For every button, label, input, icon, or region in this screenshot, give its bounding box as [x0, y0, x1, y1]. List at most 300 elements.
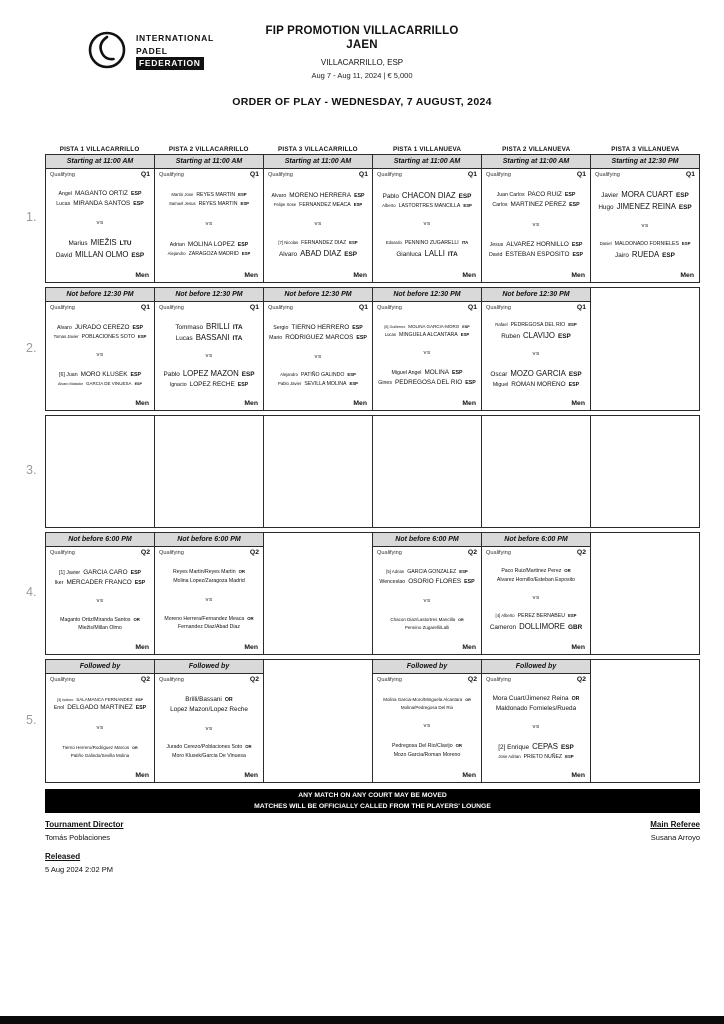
vs-label: VS [314, 354, 322, 360]
teams [157, 556, 261, 644]
match-body [155, 302, 263, 410]
team2 [266, 240, 370, 258]
country-code: GBR [568, 623, 583, 631]
player-firstname: David [488, 251, 503, 258]
player-firstname: Carlos [492, 202, 508, 209]
player-firstname: Gianluca [396, 250, 422, 258]
player-line [157, 696, 261, 704]
country-code: ESP [344, 250, 357, 258]
country-code: ESP [572, 251, 584, 258]
round-label: Qualifying [50, 549, 75, 556]
match-cell [482, 288, 591, 410]
player-name: MINGUELA ALCANTARA [399, 331, 458, 338]
gender-label: Men [571, 644, 585, 651]
player-firstname: Alvaro [56, 324, 72, 331]
player-name: GARCIA DE VINUESA [86, 381, 132, 387]
tournament-location: VILLACARRILLO, ESP [320, 57, 404, 67]
teams [375, 178, 479, 272]
player-name: Lopez Mazon/Lopez Reche [170, 705, 248, 713]
player-line [593, 190, 697, 200]
player-name: MOLINA [424, 369, 449, 377]
match-head [484, 549, 588, 556]
match-head [48, 304, 152, 311]
round-label: Qualifying [159, 549, 184, 556]
team2 [48, 371, 152, 387]
player-name: MERCADER FRANCO [66, 578, 132, 586]
player-name: MIEŽIS [90, 237, 117, 247]
empty-cell [264, 533, 373, 654]
player-line [375, 249, 479, 259]
match-body [591, 169, 699, 282]
player-name: GARCIA CARO [83, 568, 128, 576]
player-line [157, 624, 261, 631]
teams [48, 556, 152, 644]
player-firstname: Alvaro Matador [58, 382, 84, 387]
row-number: 4. [26, 585, 37, 599]
teams [484, 311, 588, 400]
empty-cell [591, 416, 700, 527]
player-line [266, 324, 370, 332]
team1 [48, 569, 152, 587]
round-label: Qualifying [268, 171, 293, 178]
match-body [373, 547, 481, 654]
player-name: JIMENEZ REINA [616, 202, 676, 212]
round-label: Qualifying [159, 676, 184, 683]
gender-label: Men [462, 644, 476, 651]
team1 [484, 322, 588, 340]
notice-banner [45, 789, 700, 813]
country-code: OR [245, 744, 252, 750]
teams [157, 311, 261, 400]
country-code: ESP [352, 324, 363, 331]
gender-label: Men [462, 400, 476, 407]
player-line [157, 241, 261, 249]
row-number: 3. [26, 463, 37, 477]
player-line [484, 622, 588, 632]
match-body [482, 302, 590, 410]
country-code: ESP [571, 241, 583, 248]
player-line [157, 616, 261, 623]
match-body [264, 302, 372, 410]
gender-label: Men [135, 400, 149, 407]
player-firstname: Lucas [175, 335, 193, 343]
empty-cell [373, 416, 482, 527]
teams [48, 683, 152, 772]
team1 [157, 192, 261, 207]
team1 [157, 322, 261, 344]
player-line [48, 569, 152, 577]
round-code: Q2 [249, 676, 259, 683]
country-code: ESP [131, 251, 145, 259]
player-name: Mozo Garcia/Roman Moreno [393, 751, 461, 758]
match-cell [373, 155, 482, 282]
order-of-play-title: ORDER OF PLAY - WEDNESDAY, 7 AUGUST, 2024 [232, 96, 492, 108]
player-line [375, 625, 479, 631]
player-firstname: Edoardo [385, 240, 402, 246]
player-name: PENNINO ZUGARELLI [404, 240, 459, 247]
schedule-row [45, 287, 700, 411]
player-name: BASSANI [195, 333, 230, 343]
round-code: Q1 [576, 304, 586, 311]
player-name: PEREZ BERNABEU [517, 613, 565, 620]
player-line [593, 241, 697, 248]
round-label: Qualifying [377, 549, 402, 556]
team1 [484, 568, 588, 583]
player-firstname: Daniel [599, 241, 612, 247]
player-line [375, 240, 479, 247]
team1 [157, 696, 261, 714]
match-head [375, 549, 479, 556]
player-firstname: Miguel Angel [391, 370, 422, 377]
match-head [484, 171, 588, 178]
footer-right [650, 820, 700, 842]
player-name: Molina/Pedregosa Del Rio [400, 704, 454, 710]
player-line [266, 192, 370, 200]
match-head [593, 171, 697, 178]
player-firstname: [1] Javier [58, 569, 81, 576]
logo-line-padel: PADEL [136, 45, 168, 56]
player-line [375, 752, 479, 759]
team2 [375, 743, 479, 758]
court-header-label: PISTA 2 VILLANUEVA [502, 146, 571, 153]
player-firstname: Alberto [382, 202, 396, 208]
player-name: Paco Ruiz/Martinez Perez [501, 568, 562, 575]
player-line [48, 625, 152, 632]
player-firstname: Ignacio [169, 382, 187, 389]
country-code: ESP [137, 333, 147, 339]
player-firstname: Wenceslao [379, 578, 406, 585]
teams [157, 178, 261, 272]
schedule-grid [45, 154, 700, 783]
teams [375, 311, 479, 400]
round-code: Q1 [140, 304, 150, 311]
round-label: Qualifying [486, 549, 511, 556]
team2 [484, 241, 588, 259]
country-code: ESP [568, 381, 580, 388]
team2 [48, 745, 152, 758]
player-firstname: Angel [58, 191, 72, 198]
team2 [484, 613, 588, 631]
player-line [48, 324, 152, 332]
gender-label: Men [353, 272, 367, 279]
teams [48, 311, 152, 400]
teams [484, 556, 588, 644]
player-line [375, 191, 479, 201]
country-code: OR [458, 618, 464, 623]
player-name: PATIÑO GALINDO [301, 372, 345, 379]
player-firstname: Marius [68, 239, 88, 247]
team1 [48, 190, 152, 208]
player-line [157, 753, 261, 760]
round-label: Qualifying [486, 304, 511, 311]
country-code: ESP [459, 569, 468, 575]
time-header: Not before 12:30 PM [373, 288, 481, 302]
round-code: Q2 [140, 676, 150, 683]
team1 [48, 697, 152, 713]
player-name: Maldonado Fornieles/Rueda [495, 704, 577, 712]
player-line [484, 742, 588, 752]
time-header: Followed by [373, 660, 481, 674]
vs-label: VS [96, 726, 104, 732]
match-cell [482, 155, 591, 282]
player-firstname: Rafael [495, 322, 508, 328]
team2 [157, 369, 261, 389]
player-line [48, 238, 152, 248]
player-line [48, 579, 152, 587]
player-name: MORO KLUSEK [80, 371, 128, 379]
team1 [484, 695, 588, 713]
match-body [155, 169, 263, 282]
player-name: OSORIO FLORES [408, 577, 462, 585]
empty-cell [591, 288, 700, 410]
country-code: ESP [130, 372, 141, 379]
time-header: Starting at 11:00 AM [46, 155, 154, 169]
team1 [593, 190, 697, 212]
teams [266, 311, 370, 400]
round-label: Qualifying [159, 304, 184, 311]
team2 [593, 241, 697, 259]
team1 [484, 191, 588, 209]
player-firstname: Martin Jose [171, 192, 194, 198]
round-code: Q1 [249, 171, 259, 178]
court-header-label: PISTA 3 VILLANUEVA [611, 146, 680, 153]
team1 [266, 192, 370, 209]
gender-label: Men [353, 400, 367, 407]
player-name: GARCIA GONZALEZ [407, 569, 457, 576]
player-name: Brilli/Bassani [185, 695, 222, 703]
match-cell [482, 660, 591, 782]
country-code: ESP [557, 332, 571, 340]
teams [266, 178, 370, 272]
match-body [373, 169, 481, 282]
player-name: MALDONADO FORNIELES [614, 241, 679, 248]
gender-label: Men [135, 272, 149, 279]
player-line [484, 577, 588, 584]
gender-label: Men [244, 644, 258, 651]
player-firstname: Adrian [169, 242, 185, 249]
player-firstname: Pablo [163, 371, 180, 379]
country-code: ESP [241, 251, 251, 257]
vs-label: VS [205, 597, 213, 603]
country-code: ESP [567, 613, 577, 619]
country-code: ESP [349, 240, 358, 245]
round-code: Q2 [576, 676, 586, 683]
round-code: Q1 [685, 171, 695, 178]
country-code: ESP [678, 204, 692, 212]
player-line [375, 324, 479, 330]
match-cell [46, 288, 155, 410]
vs-label: VS [96, 353, 104, 359]
country-code: ESP [349, 380, 358, 386]
notice-line-1: ANY MATCH ON ANY COURT MAY BE MOVED [298, 792, 447, 799]
player-firstname: Jose Adrian [498, 753, 521, 759]
match-cell [155, 288, 264, 410]
team2 [375, 369, 479, 387]
round-label: Qualifying [268, 304, 293, 311]
player-name: REYES MARTIN [198, 200, 238, 207]
team2 [375, 240, 479, 258]
team1 [375, 191, 479, 209]
court-header-label: PISTA 1 VILLACARRILLO [59, 146, 140, 153]
empty-cell [155, 416, 264, 527]
country-code: ITA [232, 335, 243, 343]
player-firstname: [6] Juan [59, 372, 78, 379]
teams [375, 556, 479, 644]
player-line [375, 705, 479, 711]
round-label: Qualifying [377, 676, 402, 683]
time-header: Followed by [46, 660, 154, 674]
player-line [593, 202, 697, 212]
player-name: MOZO GARCIA [510, 368, 566, 378]
player-firstname: Felipe Xose [273, 201, 297, 207]
country-code: ESP [564, 192, 576, 199]
match-cell [155, 533, 264, 654]
player-firstname: [2] Enrique [498, 743, 530, 751]
match-head [157, 304, 261, 311]
player-name: POBLACIONES SOTO [81, 333, 135, 340]
player-line [157, 706, 261, 714]
player-line [157, 322, 261, 332]
gender-label: Men [571, 272, 585, 279]
match-head [266, 171, 370, 178]
page-bottom-bar [0, 1016, 724, 1024]
player-line [484, 705, 588, 713]
gender-label: Men [244, 272, 258, 279]
empty-cell [591, 533, 700, 654]
time-header: Not before 6:00 PM [373, 533, 481, 547]
player-name: CLAVIJO [523, 330, 555, 340]
empty-cell [482, 416, 591, 527]
team1 [48, 324, 152, 341]
player-name: PEDREGOSA DEL RIO [394, 379, 463, 387]
player-line [484, 191, 588, 199]
released-label: Released [45, 852, 81, 861]
notice-line-2: MATCHES WILL BE OFFICIALLY CALLED FROM THE PLAYERS' LOUNGE [254, 803, 491, 810]
player-name: PEDREGOSA DEL RIO [510, 322, 566, 329]
empty-cell [264, 660, 373, 782]
country-code: OR [247, 615, 254, 621]
player-line [157, 381, 261, 389]
player-firstname: [7] Nicolas [278, 240, 299, 245]
country-code: ESP [465, 380, 476, 387]
player-line [375, 617, 479, 623]
player-name: Moreno Herrera/Fernandez Meaca [164, 615, 245, 622]
country-code: ESP [134, 382, 142, 387]
player-line [266, 381, 370, 388]
round-code: Q1 [467, 171, 477, 178]
player-name: ESTEBAN ESPOSITO [505, 250, 570, 258]
player-name: Pedregosa Del Rio/Clavijo [392, 743, 453, 750]
player-name: CEPAS [532, 741, 558, 751]
player-line [157, 192, 261, 199]
player-line [266, 372, 370, 379]
time-header: Not before 6:00 PM [482, 533, 590, 547]
match-head [48, 549, 152, 556]
match-body [482, 547, 590, 654]
match-body [155, 547, 263, 654]
team2 [484, 742, 588, 760]
player-line [484, 613, 588, 620]
team2 [484, 369, 588, 389]
player-firstname: Javier [601, 192, 619, 200]
match-body [482, 674, 590, 782]
player-firstname: Ruben [501, 332, 521, 340]
court-header-label: PISTA 2 VILLACARRILLO [168, 146, 249, 153]
match-cell [46, 155, 155, 282]
player-line [157, 569, 261, 576]
player-name: DELGADO MARTINEZ [67, 704, 133, 712]
player-firstname: Lucas [384, 331, 397, 337]
player-line [266, 240, 370, 247]
player-line [375, 743, 479, 750]
match-body [482, 169, 590, 282]
player-line [157, 333, 261, 343]
main-referee-name: Susana Arroyo [650, 833, 700, 842]
round-label: Qualifying [486, 676, 511, 683]
country-code: OR [455, 743, 462, 749]
country-code: ESP [460, 331, 470, 337]
player-line [48, 753, 152, 759]
round-code: Q1 [358, 171, 368, 178]
round-code: Q1 [358, 304, 368, 311]
gender-label: Men [135, 644, 149, 651]
country-code: ESP [676, 192, 689, 200]
vs-label: VS [532, 724, 540, 730]
player-name: Tierno Herrero/Rodriguez Marcos [62, 744, 130, 750]
country-code: ESP [237, 382, 249, 389]
vs-label: VS [205, 353, 213, 359]
country-code: OR [133, 616, 140, 622]
player-name: FERNANDEZ MEACA [299, 201, 351, 208]
player-name: Reyes Martin/Reyes Martin [173, 569, 236, 576]
schedule [45, 138, 700, 787]
player-line [48, 334, 152, 341]
tournament-title: FIP PROMOTION VILLACARRILLO [265, 25, 459, 37]
player-firstname: Oscar [490, 370, 508, 378]
match-cell [264, 155, 373, 282]
player-firstname: [5] Adrian [386, 569, 405, 575]
player-line [375, 569, 479, 576]
round-code: Q1 [576, 171, 586, 178]
gender-label: Men [571, 772, 585, 779]
match-cell [46, 660, 155, 782]
country-code: ESP [133, 201, 144, 208]
country-code: ESP [565, 753, 574, 759]
player-firstname: Mario [269, 334, 283, 341]
schedule-row [45, 659, 700, 783]
gender-label: Men [462, 772, 476, 779]
logo-line-international: INTERNATIONAL [136, 32, 214, 43]
country-code: ESP [458, 193, 472, 200]
gender-label: Men [462, 272, 476, 279]
player-name: MILLAN OLMO [75, 249, 129, 259]
player-firstname: Iker [54, 579, 64, 586]
match-body [46, 547, 154, 654]
country-code: ITA [232, 323, 243, 331]
time-header: Starting at 11:00 AM [482, 155, 590, 169]
player-firstname: Tomas Javier [53, 333, 79, 339]
player-name: REYES MARTIN [196, 192, 236, 199]
match-cell [155, 660, 264, 782]
player-firstname: Lucas [56, 201, 71, 208]
player-name: Alvarez Hornillo/Esteban Esposito [496, 576, 576, 583]
country-code: ESP [354, 192, 365, 199]
round-label: Qualifying [486, 171, 511, 178]
time-header: Followed by [155, 660, 263, 674]
tournament-dates: Aug 7 - Aug 11, 2024 | € 5,000 [311, 70, 413, 80]
player-line [266, 334, 370, 342]
footer-left [45, 820, 124, 874]
